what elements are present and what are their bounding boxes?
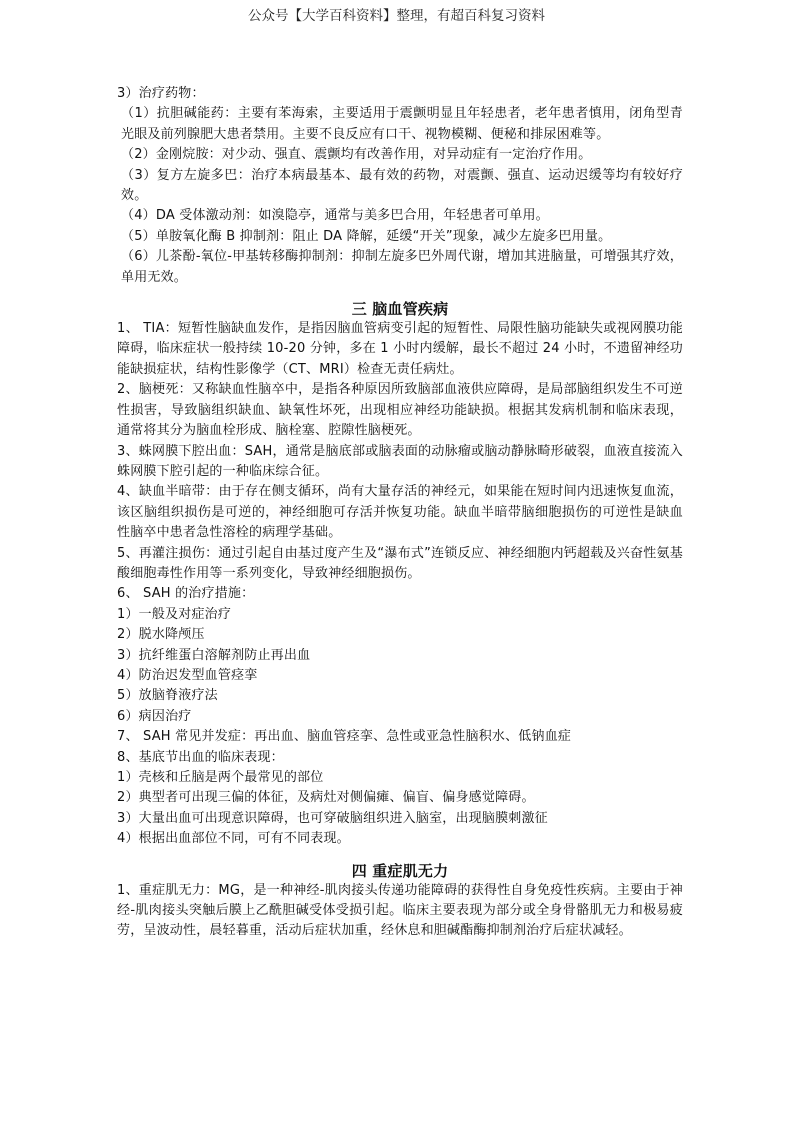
section3-paragraph: 3、蛛网膜下腔出血：SAH，通常是脑底部或脑表面的动脉瘤或脑动静脉畸形破裂，血液直接流入蛛网膜下腔引起的一种临床综合征。: [117, 443, 683, 479]
treatment-title: 3）治疗药物：: [117, 86, 205, 101]
section3-list-item: 5）放脑脊液疗法: [117, 688, 218, 704]
section-title-cerebrovascular: 三 脑血管疾病: [351, 300, 449, 319]
treatment-item: （5）单胺氧化酶 B 抑制剂：阻止 DA 降解，延缓“开关”现象，减少左旋多巴用量。: [121, 228, 612, 244]
section3-list-item: 1）一般及对症治疗: [117, 606, 232, 622]
section3-list-item: 4）防治迟发型血管痉挛: [117, 667, 258, 683]
treatment-item: （6）儿茶酚-氧位-甲基转移酶抑制剂：抑制左旋多巴外周代谢，增加其进脑量，可增强其疗效，单用无效。: [121, 249, 683, 285]
section3-list-item: 1）壳核和丘脑是两个最常见的部位: [117, 770, 324, 785]
treatment-item: （2）金刚烷胺：对少动、强直、震颤均有改善作用，对异动症有一定治疗作用。: [121, 147, 592, 163]
section3-list-item: 4）根据出血部位不同，可有不同表现。: [117, 831, 350, 847]
section3-list-item: 3）大量出血可出现意识障碍，也可穿破脑组织进入脑室，出现脑膜刺激征: [117, 810, 548, 826]
treatment-item: （3）复方左旋多巴：治疗本病最基本、最有效的药物，对震颤、强直、运动迟缓等均有较好疗效。: [121, 167, 683, 204]
section4-paragraph: 1、重症肌无力：MG，是一种神经-肌肉接头传递功能障碍的获得性自身免疫性疾病。主要由于神经-肌肉接头突触后膜上乙酰胆碱受体受损引起。临床主要表现为部分或全身骨骼肌无力和极易疲劳，呈波动性，晨轻暮重，活动后症状加重，经休息和胆碱酯酶抑制剂治疗后症状减轻。: [117, 882, 683, 939]
treatment-item: （1）抗胆碱能药：主要有苯海索，主要适用于震颤明显且年轻患者，老年患者慎用，闭角型青光眼及前列腺肥大患者禁用。主要不良反应有口干、视物模糊、便秘和排尿困难等。: [121, 106, 683, 142]
section-title-myasthenia: 四 重症肌无力: [351, 861, 449, 880]
document-body: [117, 84, 683, 942]
section3-paragraph: 6、 SAH 的治疗措施：: [117, 586, 255, 602]
section3-paragraph: 1、 TIA：短暂性脑缺血发作，是指因脑血管病变引起的短暂性、局限性脑功能缺失或视网膜功能障碍，临床症状一般持续 10-20 分钟，多在 1 小时内缓解，最长不超过 24 小时，不遗留神经功能缺损症状，结构性影像学（CT、MRI）检查无责任病灶。: [117, 321, 683, 377]
section3-list-item: 2）脱水降颅压: [117, 627, 205, 643]
section3-list-item: 6）病因治疗: [117, 708, 192, 724]
treatment-item: （4）DA 受体激动剂：如溴隐亭，通常与美多巴合用，年轻患者可单用。: [121, 208, 549, 224]
section3-paragraph: 5、再灌注损伤：通过引起自由基过度产生及“瀑布式”连锁反应、神经细胞内钙超载及兴奋性氨基酸细胞毒性作用等一系列变化，导致神经细胞损伤。: [117, 545, 683, 581]
section3-paragraph: 7、 SAH 常见并发症：再出血、脑血管痉挛、急性或亚急性脑积水、低钠血症: [117, 729, 572, 745]
section3-paragraph: 2、脑梗死：又称缺血性脑卒中，是指各种原因所致脑部血液供应障碍，是局部脑组织发生不可逆性损害，导致脑组织缺血、缺氧性坏死，出现相应神经功能缺损。根据其发病机制和临床表现，通常将其分为脑血栓形成、脑栓塞、腔隙性脑梗死。: [117, 382, 683, 439]
section3-list-item: 2）典型者可出现三偏的体征，及病灶对侧偏瘫、偏盲、偏身感觉障碍。: [117, 790, 535, 806]
section3-paragraph: 8、基底节出血的临床表现：: [117, 749, 284, 765]
section3-list-item: 3）抗纤维蛋白溶解剂防止再出血: [117, 647, 311, 663]
section3-paragraph: 4、缺血半暗带：由于存在侧支循环，尚有大量存活的神经元，如果能在短时间内迅速恢复血流，该区脑组织损伤是可逆的，神经细胞可存活并恢复功能。缺血半暗带脑细胞损伤的可逆性是缺血性脑卒中患者急性溶栓的病理学基础。: [117, 484, 683, 541]
page-header: 公众号【大学百科资料】整理，有超百科复习资料: [248, 8, 545, 24]
